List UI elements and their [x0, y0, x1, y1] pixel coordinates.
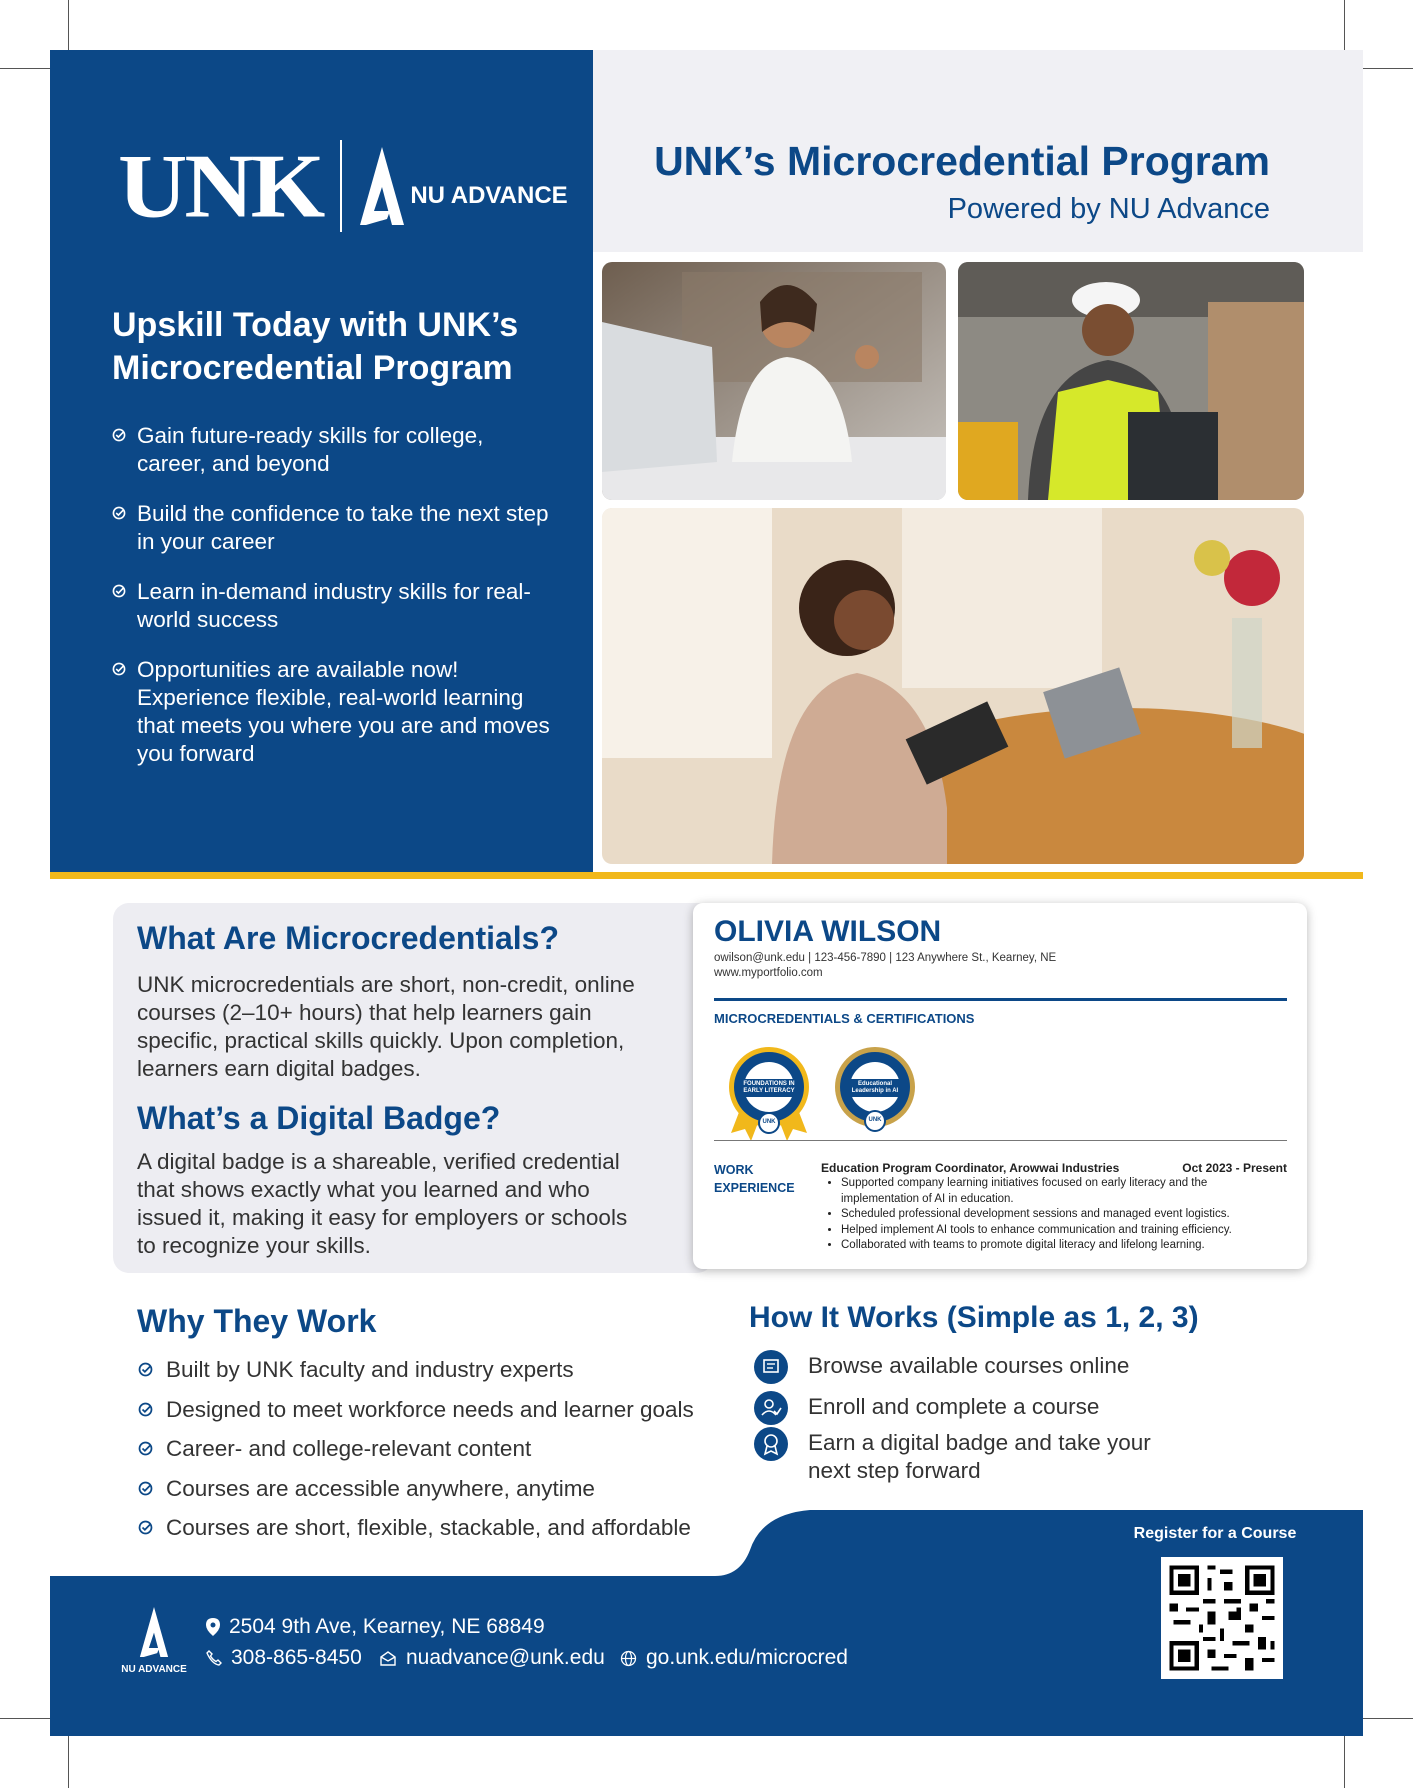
why-item-text: Courses are short, flexible, stackable, and affordable	[166, 1515, 691, 1540]
check-circle-icon	[112, 506, 126, 520]
globe-icon	[620, 1650, 637, 1667]
resume-work-heading: WORK EXPERIENCE	[714, 1163, 795, 1195]
check-circle-icon	[112, 662, 126, 676]
how-step-text: Enroll and complete a course	[808, 1394, 1100, 1419]
how-step	[752, 1429, 1192, 1485]
phone-icon	[206, 1650, 222, 1666]
check-circle-icon	[138, 1362, 153, 1377]
check-circle-icon	[112, 584, 126, 598]
footer-email-text: nuadvance@unk.edu	[406, 1646, 605, 1669]
why-item-text: Courses are accessible anywhere, anytime	[166, 1475, 595, 1501]
resume-bullet: • Collaborated with teams to promote digital literacy and lifelong learning.	[841, 1238, 1281, 1254]
check-circle-icon	[138, 1441, 153, 1456]
resume-divider	[714, 998, 1287, 1001]
how-step-text: Browse available courses online	[808, 1353, 1130, 1378]
enroll-icon	[754, 1391, 788, 1425]
crop-mark	[68, 0, 69, 55]
crop-mark	[1358, 1718, 1413, 1719]
hero-benefit-item	[112, 656, 552, 768]
footer-phone-text: 308-865-8450	[231, 1646, 362, 1669]
crop-mark	[0, 1718, 55, 1719]
how-steps-list	[752, 1352, 1192, 1485]
hero-benefit-text: Gain future-ready skills for college, career, and beyond	[137, 423, 484, 476]
hero-benefit-text: Opportunities are available now! Experience flexible, real-world learning that meets you where you are and moves you forward	[137, 657, 550, 766]
why-item-text: Career- and college-relevant content	[166, 1436, 532, 1461]
hero-benefit-item	[112, 422, 552, 478]
footer-website-text: go.unk.edu/microcred	[646, 1646, 848, 1669]
register-label: Register for a Course	[1133, 1525, 1297, 1542]
hero-heading: Upskill Today with UNK’s Microcredential Program	[112, 306, 519, 387]
footer-nu-advance-logo	[118, 1607, 190, 1675]
why-item	[138, 1435, 728, 1463]
crop-mark	[1344, 1733, 1345, 1788]
what-are-heading: What Are Microcredentials?	[137, 920, 560, 956]
browse-courses-icon	[754, 1350, 788, 1384]
badge-award-icon	[754, 1427, 788, 1461]
why-heading: Why They Work	[137, 1303, 377, 1339]
check-circle-icon	[138, 1481, 153, 1496]
resume-job-dates: Oct 2023 - Present	[1182, 1161, 1287, 1175]
email-icon	[379, 1650, 397, 1666]
footer-email[interactable]	[379, 1646, 605, 1670]
resume-bullet: • Scheduled professional development sessions and managed event logistics.	[841, 1207, 1281, 1223]
photo-woman-studying-at-table	[602, 508, 1304, 864]
footer-address	[206, 1615, 545, 1639]
why-item-text: Designed to meet workforce needs and learner goals	[166, 1396, 694, 1422]
badge-label: Educational Leadership in AI	[851, 1081, 899, 1094]
resume-bullet: • Supported company learning initiatives focused on early literacy and the implementation of AI in education.	[841, 1176, 1281, 1207]
map-pin-icon	[206, 1618, 220, 1636]
nu-advance-wordmark: NU ADVANCE	[410, 182, 568, 209]
crop-mark	[68, 1733, 69, 1788]
unk-nu-advance-logo	[118, 134, 568, 237]
gold-divider	[50, 872, 1363, 879]
program-title: UNK’s Microcredential Program	[654, 138, 1270, 184]
crop-mark	[1344, 0, 1345, 55]
resume-bullet: • Helped implement AI tools to enhance communication and training efficiency.	[841, 1223, 1281, 1239]
badge-leadership-ai-icon	[833, 1045, 917, 1150]
logo-divider	[340, 140, 342, 232]
program-subtitle: Powered by NU Advance	[947, 193, 1270, 225]
how-heading: How It Works (Simple as 1, 2, 3)	[749, 1301, 1199, 1334]
register-qr-code[interactable]	[1161, 1557, 1283, 1679]
resume-name: OLIVIA WILSON	[714, 915, 942, 948]
hero-benefit-text: Learn in-demand industry skills for real-world success	[137, 579, 531, 632]
resume-contact	[714, 951, 1194, 981]
photo-woman-laptop-video-call	[602, 262, 946, 500]
why-item	[138, 1356, 728, 1384]
crop-mark	[1358, 68, 1413, 69]
resume-contact-line: owilson@unk.edu | 123-456-7890 | 123 Anywhere St., Kearney, NE	[714, 952, 1057, 964]
resume-cert-heading: MICROCREDENTIALS & CERTIFICATIONS	[714, 1011, 975, 1026]
nu-advance-a-icon	[136, 1607, 172, 1657]
how-step	[752, 1393, 1192, 1421]
why-item	[138, 1475, 728, 1503]
resume-divider	[714, 1140, 1287, 1141]
footer-website[interactable]	[620, 1646, 848, 1670]
hero-benefit-item	[112, 500, 552, 556]
how-step-text: Earn a digital badge and take your next step forward	[808, 1430, 1151, 1483]
resume-job-title: Education Program Coordinator, Arowwai Industries	[821, 1161, 1120, 1175]
photo-warehouse-worker	[958, 262, 1304, 500]
check-circle-icon	[112, 428, 126, 442]
footer-logo-text: NU ADVANCE	[121, 1664, 187, 1675]
why-item	[138, 1396, 728, 1424]
check-circle-icon	[138, 1402, 153, 1417]
resume-portfolio-line: www.myportfolio.com	[714, 967, 823, 979]
crop-mark	[0, 68, 55, 69]
nu-advance-a-icon	[360, 147, 404, 225]
footer-phone[interactable]	[206, 1646, 362, 1670]
unk-wordmark: UNK	[118, 134, 323, 237]
digital-badge-heading: What’s a Digital Badge?	[137, 1100, 501, 1136]
badge-label: FOUNDATIONS IN EARLY LITERACY	[743, 1081, 795, 1094]
hero-benefits-list	[112, 422, 552, 790]
resume-job-bullets	[823, 1176, 1281, 1254]
why-item-text: Built by UNK faculty and industry experts	[166, 1357, 574, 1382]
footer-address-text: 2504 9th Ave, Kearney, NE 68849	[229, 1615, 545, 1638]
badge-early-literacy-icon	[727, 1045, 811, 1150]
photo-collage	[602, 262, 1304, 864]
how-step	[752, 1352, 1192, 1380]
sample-resume-card	[693, 903, 1307, 1269]
what-are-body: UNK microcredentials are short, non-credit, online courses (2–10+ hours) that help learners gain specific, practical skills quickly. Upon completion, learners earn digital badges.	[137, 972, 635, 1081]
hero-benefit-item	[112, 578, 552, 634]
badge-mark: UNK	[762, 1119, 776, 1125]
hero-benefit-text: Build the confidence to take the next step in your career	[137, 501, 549, 554]
badge-mark: UNK	[868, 1117, 882, 1123]
digital-badge-body: A digital badge is a shareable, verified credential that shows exactly what you learned and who issued it, making it easy for employers or schools to recognize your skills.	[137, 1149, 628, 1258]
